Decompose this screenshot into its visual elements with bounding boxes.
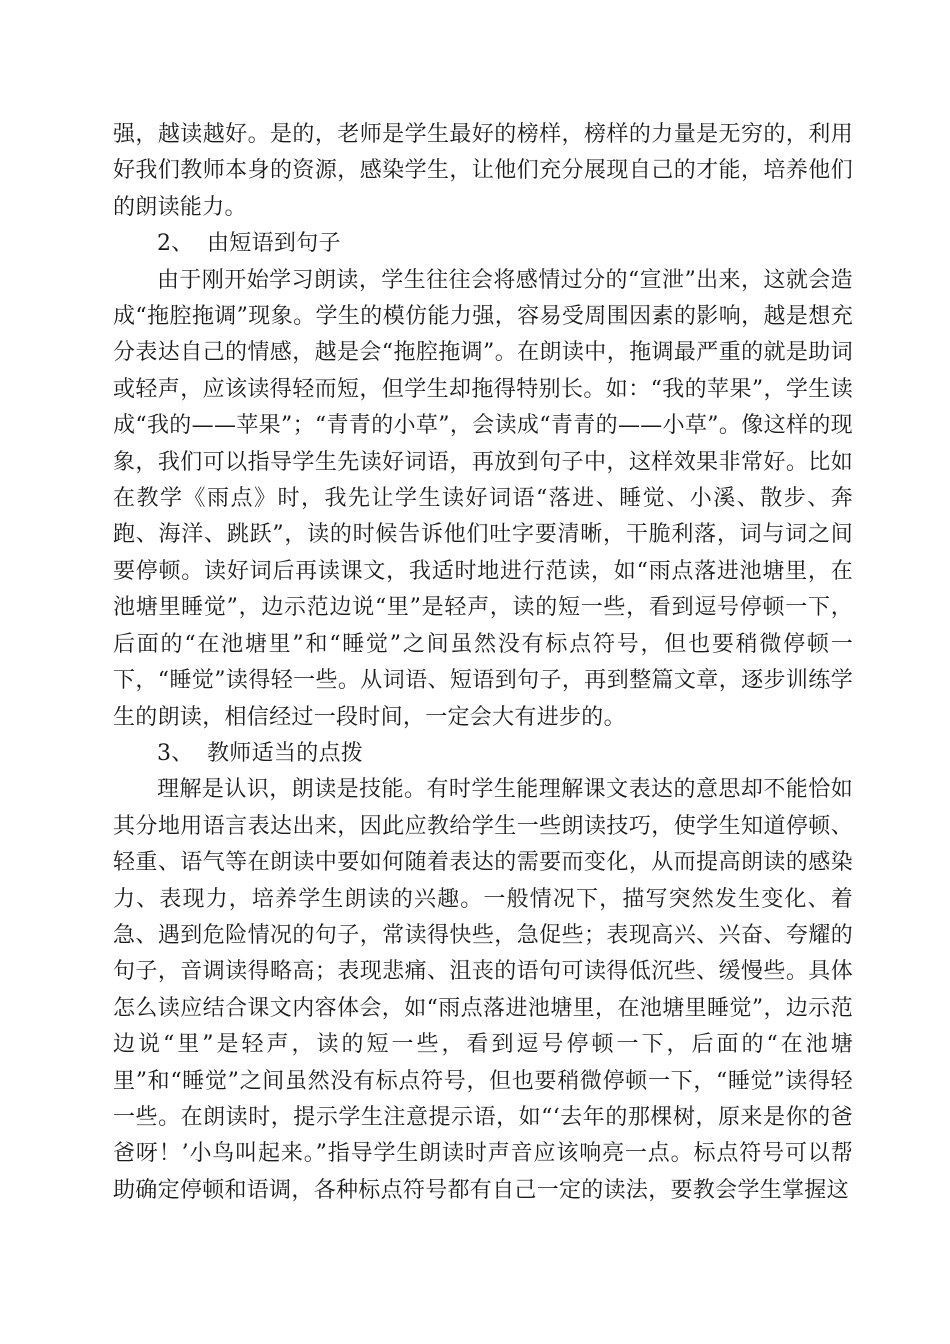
paragraph-teacher-guidance: 理解是认识，朗读是技能。有时学生能理解课文表达的意思却不能恰如其分地用语言表达出来，因此应教给学生一些朗读技巧，使学生知道停顿、轻重、语气等在朗读中要如何随着表达的需要而变化，从而提高朗读的感染力、表现力，培养学生朗读的兴趣。一般情况下，描写突然发生变化、着急、遇到危险情况的句子，常读得快些，急促些；表现高兴、兴奋、夸耀的句子，音调读得略高；表现悲痛、沮丧的语句可读得低沉些、缓慢些。具体怎么读应结合课文内容体会，如“雨点落进池塘里，在池塘里睡觉”，边示范边说“里”是轻声，读的短一些，看到逗号停顿一下，后面的“在池塘里”和“睡觉”之间虽然没有标点符号，但也要稍微停顿一下，“睡觉”读得轻一些。在朗读时，提示学生注意提示语，如“‘去年的那棵树，原来是你的爸爸呀！’小鸟叫起来。”指导学生朗读时声音应该响亮一点。标点符号可以帮助确定停顿和语调，各种标点符号都有自己一定的读法，要教会学生掌握这 [113,777,853,1203]
section-title: 教师适当的点拨 [207,740,364,766]
paragraph-continuation: 强，越读越好。是的，老师是学生最好的榜样，榜样的力量是无穷的，利用好我们教师本身的资源，感染学生，让他们充分展现自己的才能，培养他们的朗读能力。 [113,122,853,220]
paragraph-phrases-to-sentences: 由于刚开始学习朗读，学生往往会将感情过分的“宣泄”出来，这就会造成“拖腔拖调”现象。学生的模仿能力强，容易受周围因素的影响，越是想充分表达自己的情感，越是会“拖腔拖调”。在朗读中，拖调最严重的就是助词或轻声，应该读得轻而短，但学生却拖得特别长。如：“我的苹果”，学生读成“我的——苹果”；“青青的小草”，会读成“青青的——小草”。像这样的现象，我们可以指导学生先读好词语，再放到句子中，这样效果非常好。比如在教学《雨点》时，我先让学生读好词语“落进、睡觉、小溪、散步、奔跑、海洋、跳跃”，读的时候告诉他们吐字要清晰，干脆利落，词与词之间要停顿。读好词后再读课文，我适时地进行范读，如“雨点落进池塘里，在池塘里睡觉”，边示范边说“里”是轻声，读的短一些，看到逗号停顿一下，后面的“在池塘里”和“睡觉”之间虽然没有标点符号，但也要稍微停顿一下，“睡觉”读得轻一些。从词语、短语到句子，再到整篇文章，逐步训练学生的朗读，相信经过一段时间，一定会大有进步的。 [113,267,853,730]
section-title: 由短语到句子 [207,231,341,257]
section-number: 3、 [157,740,194,766]
document-body [113,117,853,1209]
section-heading-2 [113,226,853,262]
section-heading-3 [113,736,853,772]
section-number: 2、 [157,231,194,257]
